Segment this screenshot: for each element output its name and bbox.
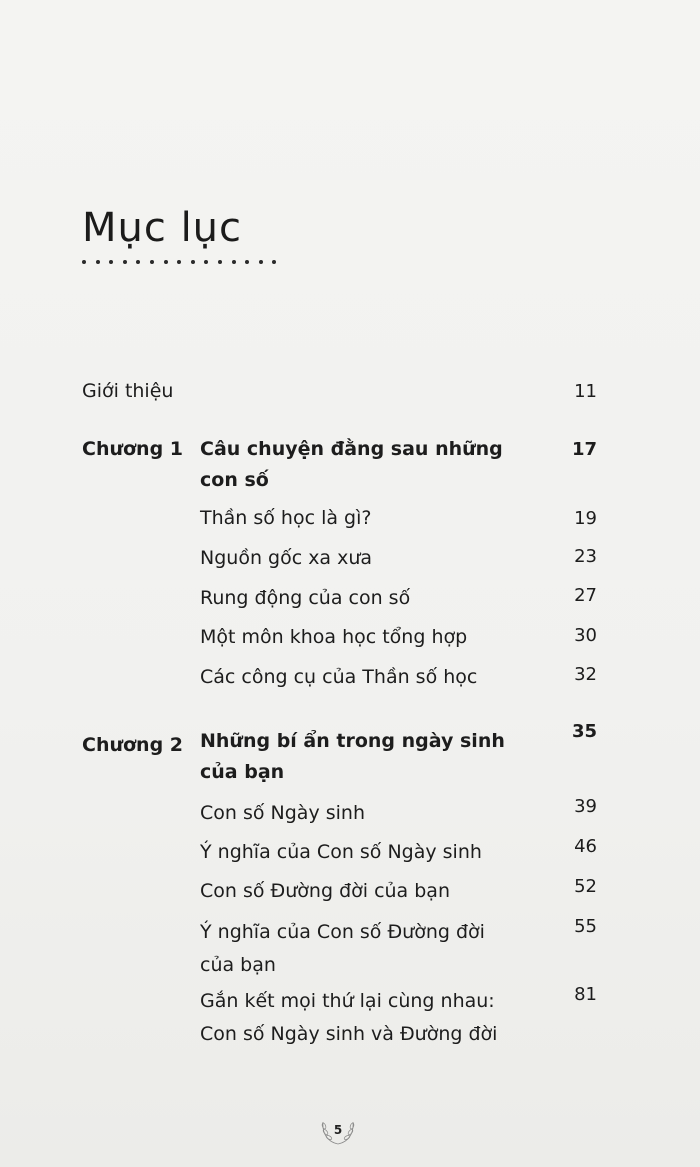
toc-entry-page: 52 <box>574 876 597 897</box>
chapter-2-title-line-1: Những bí ẩn trong ngày sinh <box>200 730 505 752</box>
title-dots-divider <box>82 260 276 264</box>
toc-entry-page: 32 <box>574 664 597 685</box>
toc-entry-title: Nguồn gốc xa xưa <box>200 547 373 569</box>
chapter-1-title-line-2: con số <box>200 469 269 491</box>
page-title: Mục lục <box>82 205 243 251</box>
toc-entry-title: Thần số học là gì? <box>200 507 372 529</box>
toc-entry-page: 19 <box>574 508 597 529</box>
chapter-1-label: Chương 1 <box>82 438 184 460</box>
toc-entry-page: 81 <box>574 984 597 1005</box>
toc-entry-page: 55 <box>574 916 597 937</box>
toc-entry-title-line-1: Gắn kết mọi thứ lại cùng nhau: <box>200 990 495 1012</box>
toc-entry-title: Ý nghĩa của Con số Ngày sinh <box>200 841 482 863</box>
page-number: 5 <box>333 1123 343 1137</box>
chapter-2-page: 35 <box>571 721 597 742</box>
toc-entry-page: 23 <box>574 546 597 567</box>
toc-intro-page: 11 <box>574 381 597 402</box>
toc-entry-title: Con số Ngày sinh <box>200 802 365 824</box>
toc-entry-page: 39 <box>574 796 597 817</box>
chapter-2-title-line-2: của bạn <box>200 761 285 783</box>
chapter-1-page: 17 <box>571 439 597 460</box>
toc-intro-title: Giới thiệu <box>82 380 174 402</box>
toc-entry-title-line-1: Ý nghĩa của Con số Đường đời <box>200 921 485 943</box>
toc-entry-page: 46 <box>574 836 597 857</box>
toc-entry-title: Rung động của con số <box>200 587 411 609</box>
toc-entry-title-line-2: của bạn <box>200 954 276 976</box>
toc-entry-page: 30 <box>574 625 597 646</box>
toc-entry-title: Một môn khoa học tổng hợp <box>200 626 468 648</box>
toc-entry-title-line-2: Con số Ngày sinh và Đường đời <box>200 1023 498 1045</box>
chapter-2-label: Chương 2 <box>82 734 184 756</box>
toc-entry-title: Con số Đường đời của bạn <box>200 880 450 902</box>
chapter-1-title-line-1: Câu chuyện đằng sau những <box>200 438 503 460</box>
toc-entry-page: 27 <box>574 585 597 606</box>
toc-entry-title: Các công cụ của Thần số học <box>200 666 478 688</box>
page-number-ornament <box>316 1112 360 1148</box>
